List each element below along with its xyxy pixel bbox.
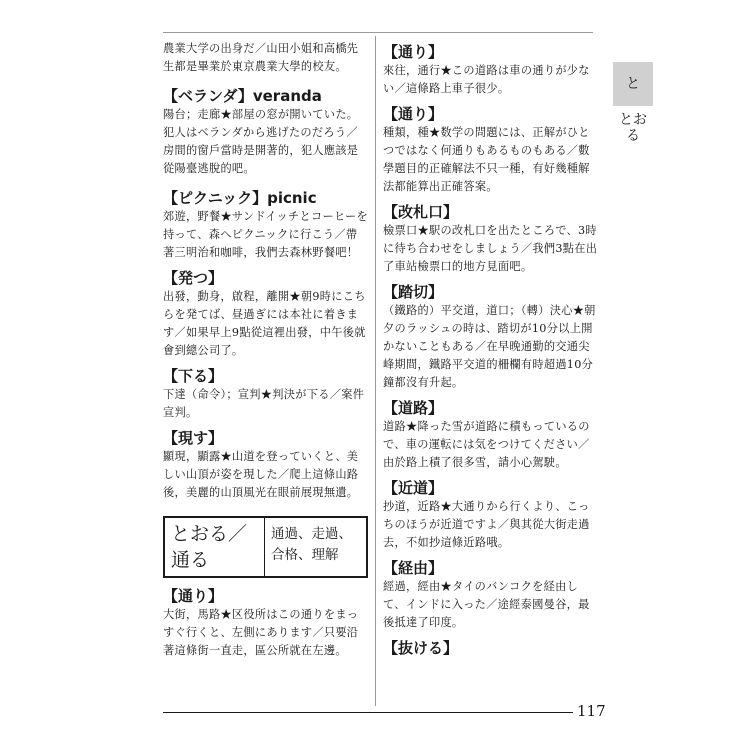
dictionary-entry [163,428,368,502]
entry-body: 經過，經由★タイのバンコクを経由して、インドに入った／途經泰國曼谷，最後抵達了印度。 [383,580,590,629]
column-divider [375,36,376,706]
dictionary-entry [383,202,598,276]
entry-body: 種類，種★数学の問題には、正解がひとつではなく何通りもあるものもある／數學題目的正確解法不只一種，有好幾種解法都能算出正確答案。 [383,126,590,193]
headword: 【ベランダ】veranda [163,87,322,105]
headword: 【発つ】 [163,269,224,287]
section-title: とおる／通る [165,518,265,576]
intro-text: 農業大学の出身だ／山田小姐和高橋先生都是畢業於東京農業大學的校友。 [163,42,359,73]
section-heading-box [163,516,368,578]
thumb-index-word: とおる [619,112,647,144]
dictionary-entry [383,478,598,552]
dictionary-entry [163,586,368,660]
dictionary-entry [383,398,598,472]
dictionary-entry [383,558,598,632]
dictionary-entry [383,42,598,98]
section-meanings: 通過、走過、合格、理解 [271,526,352,563]
left-column [163,40,368,666]
entry-body: 大街，馬路★区役所はこの通りをまっすぐ行くと、左側にあります／只要沿著這條街一直走，區公所就在左邊。 [163,608,359,657]
headword: 【通り】 [383,43,444,61]
dictionary-entry [163,366,368,422]
headword: 【下る】 [163,367,224,385]
entry-body: 抄道，近路★大通りから行くより、こっちのほうが近道ですよ／與其從大街走過去，不如抄這條近路哦。 [383,500,590,549]
dictionary-entry [163,188,368,262]
headword: 【抜ける】 [383,639,459,657]
dictionary-entry [383,104,598,196]
headword: 【ピクニック】picnic [163,189,317,207]
headword: 【通り】 [383,105,444,123]
entry-body: 陽台；走廊★部屋の窓が開いていた。犯人はベランダから逃げたのだろう／房間的窗戶當時是開著的，犯人應該是從陽臺逃脫的吧。 [163,108,359,175]
entry-body: 郊遊，野餐★サンドイッチとコーヒーを持って、森へピクニックに行こう／帶著三明治和咖啡，我們去森林野餐吧！ [163,210,368,259]
footer-rule [163,712,573,713]
headword: 【現す】 [163,429,224,447]
entry-body: （鐵路的）平交道，道口；（轉）決心★朝夕のラッシュの時は、踏切が10分以上開かないこともある／在早晚通勤的交通尖峰期間，鐵路平交道的柵欄有時超過10分鐘都沒有升起。 [383,304,596,389]
entry-body: 下達（命令）；宣判★判決が下る／案件宣判。 [163,388,365,419]
entry-body: 顯現，顯露★山道を登っていくと、美しい山頂が姿を現した／爬上這條山路後，美麗的山頂風光在眼前展現無遺。 [163,450,359,499]
thumb-index-kana: と [626,76,640,92]
headword: 【改札口】 [383,203,459,221]
headword: 【経由】 [383,559,444,577]
entry-body: 出發，動身，啟程，離開★朝9時にこちらを発てば、昼過ぎには本社に着きます／如果早上9點從這裡出發，中午後就會到總公司了。 [163,290,366,357]
dictionary-entry [383,282,598,392]
dictionary-entry [163,268,368,360]
dictionary-entry [163,86,368,178]
entry-body: 來往，通行★この道路は車の通りが少ない／這條路上車子很少。 [383,64,590,95]
headword: 【踏切】 [383,283,444,301]
entry-body: 檢票口★駅の改札口を出たところで、3時に待ち合わせをしましょう／我們3點在出了車站檢票口的地方見面吧。 [383,224,598,273]
top-rule [163,32,593,33]
headword: 【近道】 [383,479,444,497]
headword: 【通り】 [163,587,224,605]
headword: 【道路】 [383,399,444,417]
page-number: 117 [577,702,606,720]
dictionary-entry [383,638,598,658]
right-column [383,40,598,664]
entry-body: 道路★降った雪が道路に積もっているので、車の運転には気をつけてください／由於路上積了很多雪，請小心駕駛。 [383,420,590,469]
